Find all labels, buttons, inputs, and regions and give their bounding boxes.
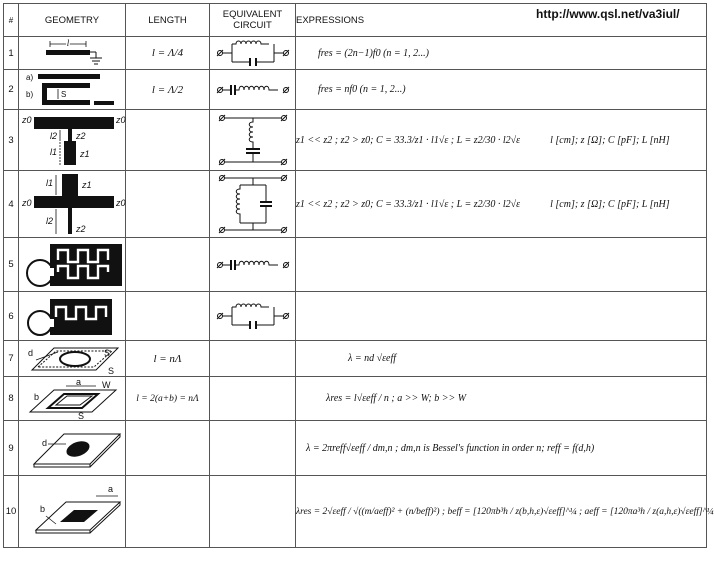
geo-label: z2 <box>76 131 86 141</box>
row-number: 7 <box>4 341 19 377</box>
geo-label: S <box>61 89 67 99</box>
stepped-impedance-lowpass-drawing <box>20 111 124 169</box>
source-url[interactable]: http://www.qsl.net/va3iul/ <box>536 7 680 21</box>
geo-label: z0 <box>116 198 126 208</box>
row-number: 9 <box>4 421 19 476</box>
table-row <box>4 37 707 70</box>
parallel-lc-drawing <box>214 301 292 331</box>
geometry-cell <box>19 341 126 377</box>
geo-label: S <box>108 365 115 376</box>
geometry-cell <box>19 292 126 341</box>
row-number: 2 <box>4 70 19 110</box>
geometry-cell <box>19 110 126 171</box>
table-row <box>4 341 707 377</box>
geo-label: a <box>76 376 82 387</box>
resonator-table <box>3 3 714 548</box>
table-row <box>4 238 707 292</box>
table-row <box>4 377 707 421</box>
equivalent-circuit-cell <box>210 421 296 476</box>
geo-label: l1 <box>46 178 54 188</box>
geo-label: z1 <box>82 180 92 190</box>
expression-cell <box>296 70 707 110</box>
shunt-lc-drawing <box>214 112 292 168</box>
expression-cell <box>296 238 707 292</box>
row-number: 6 <box>4 292 19 341</box>
length-cell <box>126 171 210 238</box>
geo-label: l2 <box>46 216 54 226</box>
equivalent-circuit-cell <box>210 341 296 377</box>
equivalent-circuit-cell <box>210 238 296 292</box>
geo-label: z0 <box>22 198 32 208</box>
geometry-cell <box>19 476 126 548</box>
expression-cell <box>296 292 707 341</box>
square-ring-drawing <box>20 378 124 420</box>
geo-label: S <box>104 347 111 358</box>
geometry-cell <box>19 238 126 292</box>
expression-cell <box>296 171 707 238</box>
units: l [cm]; z [Ω]; C [pF]; L [nH] <box>550 134 670 146</box>
expression: λ = 2πreff√εeff / dm,n ; dm,n is Bessel's function in order n; reff = f(d,h) <box>306 442 595 454</box>
table-row <box>4 110 707 171</box>
geo-label: b <box>40 503 46 514</box>
geometry-cell <box>19 37 126 70</box>
geo-label: z2 <box>76 224 86 234</box>
header-length: LENGTH <box>126 4 210 37</box>
expression: z1 << z2 ; z2 > z0; C = 33.3/z1 · l1√ε ; L = z2/30 · l2√ε <box>296 134 521 146</box>
half-wave-drawing <box>20 71 124 109</box>
geo-label: z0 <box>22 115 32 125</box>
equivalent-circuit-cell <box>210 70 296 110</box>
expression: z1 << z2 ; z2 > z0; C = 33.3/z1 · l1√ε ; L = z2/30 · l2√ε <box>296 198 521 210</box>
header-row <box>4 4 707 37</box>
row-number: 10 <box>4 476 19 548</box>
loop-meander-drawing <box>20 240 124 290</box>
geo-label: l <box>66 38 70 48</box>
geo-label: d <box>42 438 48 448</box>
header-geometry: GEOMETRY <box>19 4 126 37</box>
geo-label: z0 <box>116 115 126 125</box>
row-number: 4 <box>4 171 19 238</box>
geometry-cell <box>19 421 126 476</box>
row-number: 8 <box>4 377 19 421</box>
geo-label: W <box>102 379 111 390</box>
units: l [cm]; z [Ω]; C [pF]; L [nH] <box>550 198 670 210</box>
geo-label: l2 <box>50 131 58 141</box>
header-circuit-line2: CIRCUIT <box>233 20 272 31</box>
equivalent-circuit-cell <box>210 476 296 548</box>
expression: λres = 2√εeff / √((m/aeff)² + (n/beff)²) ; beff = [120πb³h / z(b,h,ε)√εeff]^¼ ; aeff = [120πa³h / z(a,h,ε)√εeff]^¼ <box>296 507 714 517</box>
parallel-lc-drawing <box>214 38 292 68</box>
equivalent-circuit-cell <box>210 292 296 341</box>
table-row <box>4 171 707 238</box>
header-num: # <box>4 4 19 37</box>
geo-label: l1 <box>50 147 58 157</box>
series-lc-drawing <box>214 80 292 100</box>
geo-label: b) <box>26 89 34 99</box>
table-row <box>4 292 707 341</box>
length-cell <box>126 238 210 292</box>
expression-cell <box>296 341 707 377</box>
expression: λres = l√εeff / n ; a >> W; b >> W <box>326 393 467 404</box>
row-number: 3 <box>4 110 19 171</box>
geo-label: a <box>108 483 114 494</box>
length-cell <box>126 421 210 476</box>
disc-resonator-drawing <box>20 424 124 472</box>
stepped-impedance-bandstop-drawing <box>20 172 124 236</box>
geometry-cell <box>19 377 126 421</box>
equivalent-circuit-cell <box>210 377 296 421</box>
length-cell: l = 2(a+b) = nΛ <box>126 377 210 421</box>
loop-meander-drawing <box>20 293 124 339</box>
expression-cell <box>296 37 707 70</box>
geo-label: S <box>78 410 85 421</box>
equivalent-circuit-cell <box>210 37 296 70</box>
shunt-parallel-lc-drawing <box>214 173 292 235</box>
table-row <box>4 70 707 110</box>
length-cell <box>126 476 210 548</box>
series-lc-drawing <box>214 255 292 275</box>
geometry-cell <box>19 70 126 110</box>
equivalent-circuit-cell <box>210 110 296 171</box>
row-number: 1 <box>4 37 19 70</box>
row-number: 5 <box>4 238 19 292</box>
header-expressions: EXPRESSIONS <box>296 4 707 37</box>
header-circuit <box>210 4 296 37</box>
geometry-cell <box>19 171 126 238</box>
length-cell: l = Λ/2 <box>126 70 210 110</box>
header-circuit-line1: EQUIVALENT <box>222 9 283 20</box>
expression: fres = nf0 (n = 1, 2...) <box>318 84 406 95</box>
length-cell <box>126 292 210 341</box>
expression-cell <box>296 476 714 548</box>
expression-cell <box>296 421 707 476</box>
length-cell: l = Λ/4 <box>126 37 210 70</box>
expression-cell <box>296 110 707 171</box>
length-cell <box>126 110 210 171</box>
geo-label: a) <box>26 72 34 82</box>
ring-resonator-drawing <box>20 342 124 376</box>
expression: fres = (2n−1)f0 (n = 1, 2...) <box>318 47 429 59</box>
length-cell: l = nΛ <box>126 341 210 377</box>
quarter-wave-stub-drawing <box>32 38 112 68</box>
table-row <box>4 476 707 548</box>
expression: λ = nd √εeff <box>348 353 397 364</box>
table-row <box>4 421 707 476</box>
equivalent-circuit-cell <box>210 171 296 238</box>
patch-resonator-drawing <box>20 482 124 542</box>
geo-label: d <box>28 347 34 358</box>
geo-label: z1 <box>80 149 90 159</box>
expression-cell <box>296 377 707 421</box>
geo-label: b <box>34 391 40 402</box>
